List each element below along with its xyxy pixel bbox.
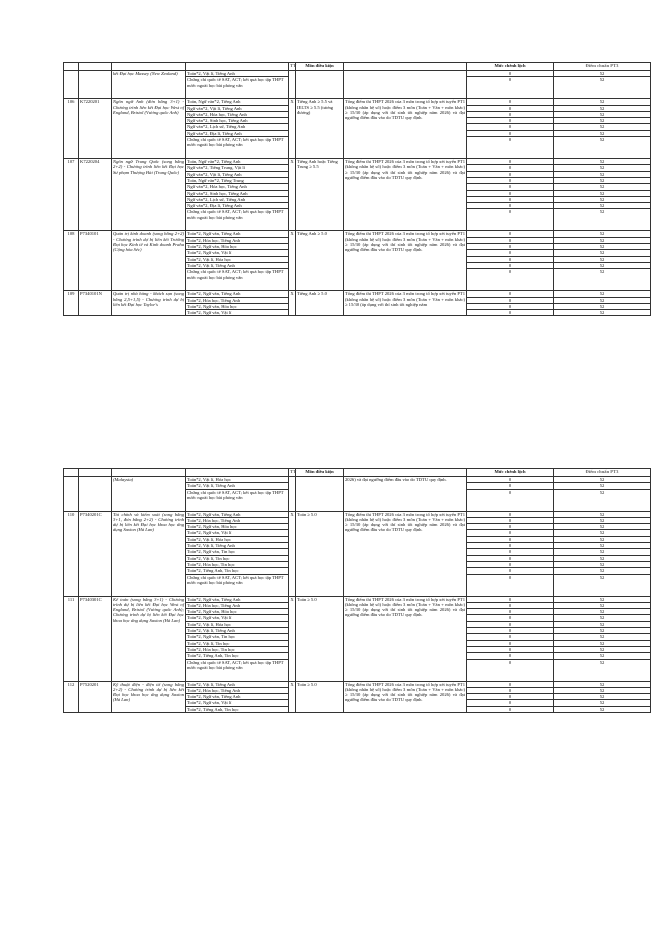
subject-combination: Toán*2, Ngữ văn, Vật lí [186, 700, 289, 706]
row-number: 109 [64, 291, 79, 316]
score-value: 52 [554, 244, 651, 250]
difference-value: 0 [467, 165, 554, 171]
row-number [64, 477, 79, 512]
condition-subject [296, 477, 344, 512]
score-value: 52 [554, 574, 651, 596]
header-small-left: TT [289, 63, 296, 71]
difference-value: 0 [467, 483, 554, 489]
difference-value: 0 [467, 159, 554, 165]
difference-value: 0 [467, 237, 554, 243]
subject-combination: Toán*2, Tiếng Anh, Tin học [186, 653, 289, 659]
row-number: 112 [64, 681, 79, 712]
condition-subject: Tiếng Anh ≥ 5.5 và IELTS ≥ 5.5 (tương đương) [296, 99, 344, 159]
difference-value: 0 [467, 530, 554, 536]
difference-value: 0 [467, 561, 554, 567]
x-mark: X [289, 159, 296, 231]
score-value: 52 [554, 700, 651, 706]
major-code: K7220204 [79, 159, 112, 231]
difference-value: 0 [467, 77, 554, 99]
subject-combination: Toán*2, Ngữ văn, Hóa học [186, 303, 289, 309]
score-value: 52 [554, 71, 651, 77]
difference-value: 0 [467, 536, 554, 542]
header-small-right: Điểm chuẩn PT3 [554, 469, 651, 477]
subject-combination: Ngữ văn*2, Sinh học, Tiếng Anh [186, 118, 289, 124]
score-value: 52 [554, 653, 651, 659]
score-value: 52 [554, 659, 651, 681]
difference-value: 0 [467, 700, 554, 706]
subject-combination: Toán*2, Ngữ văn, Hóa học [186, 609, 289, 615]
score-value: 52 [554, 124, 651, 130]
difference-value: 0 [467, 71, 554, 77]
subject-combination: Toán*2, Vật lí, Tiếng Anh [186, 262, 289, 268]
difference-value: 0 [467, 190, 554, 196]
score-value: 52 [554, 634, 651, 640]
score-value: 52 [554, 190, 651, 196]
difference-value: 0 [467, 171, 554, 177]
difference-value: 0 [467, 291, 554, 297]
header-major [112, 469, 186, 477]
x-mark: X [289, 291, 296, 316]
score-value: 52 [554, 489, 651, 511]
difference-value: 0 [467, 549, 554, 555]
subject-combination: Toán*2, Vật lí, Tiếng Anh [186, 628, 289, 634]
subject-combination: Toán*2, Ngữ văn, Vật lí [186, 310, 289, 316]
x-mark: X [289, 681, 296, 712]
score-value: 52 [554, 231, 651, 237]
score-value: 52 [554, 517, 651, 523]
difference-value: 0 [467, 477, 554, 483]
x-mark: X [289, 99, 296, 159]
score-value: 52 [554, 269, 651, 291]
x-mark [289, 477, 296, 512]
difference-value: 0 [467, 621, 554, 627]
score-value: 52 [554, 77, 651, 99]
difference-value: 0 [467, 184, 554, 190]
difference-value: 0 [467, 681, 554, 687]
subject-combination: Ngữ văn*2, Hóa học, Tiếng Anh [186, 111, 289, 117]
subject-combination: Ngữ văn*2, Địa lí, Tiếng Anh [186, 130, 289, 136]
major-name: Ngôn ngữ Trung Quốc (song bằng 2+2) - Chương trình liên kết Đại học Sư phạm Thượng Hải (Trung Quốc) [112, 159, 186, 231]
admission-rule: Tổng điểm thi THPT 2026 của 3 môn trong tổ hợp xét tuyển PT1 (không nhân hệ số) hoặc điểm 3 môn (Toán + Văn + môn khác) ≥ 15/30 (áp dụng với thí sinh tốt nghiệp năm 2026) và đạt ngưỡng điểm đầu vào do TDTU quy định. [344, 681, 467, 712]
score-value: 52 [554, 118, 651, 124]
score-value: 52 [554, 477, 651, 483]
difference-value: 0 [467, 310, 554, 316]
difference-value: 0 [467, 489, 554, 511]
difference-value: 0 [467, 177, 554, 183]
difference-value: 0 [467, 602, 554, 608]
subject-combination: Toán*2, Ngữ văn, Hóa học [186, 524, 289, 530]
score-value: 52 [554, 262, 651, 268]
score-value: 52 [554, 549, 651, 555]
difference-value: 0 [467, 303, 554, 309]
difference-value: 0 [467, 209, 554, 231]
row-number: 108 [64, 231, 79, 291]
difference-value: 0 [467, 124, 554, 130]
admission-table [63, 62, 651, 316]
score-value: 52 [554, 687, 651, 693]
x-mark [289, 71, 296, 99]
difference-value: 0 [467, 615, 554, 621]
score-value: 52 [554, 196, 651, 202]
subject-combination: Ngữ văn*2, Hóa học, Tiếng Anh [186, 184, 289, 190]
subject-combination: Toán*2, Ngữ văn, Tiếng Anh [186, 291, 289, 297]
header-row [64, 63, 651, 71]
header-combo [186, 63, 289, 71]
difference-value: 0 [467, 634, 554, 640]
difference-value: 0 [467, 568, 554, 574]
major-name: Ngôn ngữ Anh (đơn bằng 3+1) - Chương trình liên kết Đại học West of England, Bristol (Vương quốc Anh) [112, 99, 186, 159]
major-code: P7340101N [79, 291, 112, 316]
difference-value: 0 [467, 524, 554, 530]
major-name: (Malaysia) [112, 477, 186, 512]
subject-combination: Chứng chỉ quốc tế SAT, ACT; kết quả học tập THPT nước ngoài học bài phỏng vấn [186, 659, 289, 681]
difference-value: 0 [467, 256, 554, 262]
major-code: K7220201 [79, 99, 112, 159]
difference-value: 0 [467, 130, 554, 136]
difference-value: 0 [467, 231, 554, 237]
subject-combination: Toán*2, Vật lí, Hóa học [186, 621, 289, 627]
subject-combination: Toán*2, Hóa học, Tiếng Anh [186, 687, 289, 693]
condition-subject: Toán ≥ 5.0 [296, 596, 344, 681]
difference-value: 0 [467, 244, 554, 250]
subject-combination: Chứng chỉ quốc tế SAT, ACT; kết quả học tập THPT nước ngoài học bài phỏng vấn [186, 574, 289, 596]
score-value: 52 [554, 105, 651, 111]
difference-value: 0 [467, 203, 554, 209]
score-value: 52 [554, 543, 651, 549]
header-small-left: TT [289, 469, 296, 477]
header-difference: Mức chênh lệch [467, 63, 554, 71]
document-page-1 [63, 62, 650, 316]
difference-value: 0 [467, 543, 554, 549]
subject-combination: Ngữ văn*2, Địa lí, Tiếng Anh [186, 203, 289, 209]
header-major [112, 63, 186, 71]
score-value: 52 [554, 530, 651, 536]
row-number: 111 [64, 596, 79, 681]
condition-subject: Tiếng Anh hoặc Tiếng Trung ≥ 5.5 [296, 159, 344, 231]
header-rule [344, 63, 467, 71]
condition-subject: Tiếng Anh ≥ 5.0 [296, 291, 344, 316]
subject-combination: Toán*2, Hóa học, Tiếng Anh [186, 237, 289, 243]
subject-combination: Ngữ văn*2, Vật lí, Tiếng Anh [186, 171, 289, 177]
score-value: 52 [554, 483, 651, 489]
score-value: 52 [554, 628, 651, 634]
difference-value: 0 [467, 640, 554, 646]
admission-table [63, 468, 651, 713]
header-combo [186, 469, 289, 477]
subject-combination: Toán*2, Ngữ văn, Hóa học [186, 244, 289, 250]
score-value: 52 [554, 555, 651, 561]
major-name: Quản trị kinh doanh (song bằng 2+2) - Chương trình dự bị liên kết Trường Đại học Kinh tế và Kinh doanh Praha (Cộng hòa Séc) [112, 231, 186, 291]
score-value: 52 [554, 596, 651, 602]
score-value: 52 [554, 524, 651, 530]
score-value: 52 [554, 561, 651, 567]
row-number: 110 [64, 511, 79, 596]
subject-combination: Toán*2, Ngữ văn, Tiếng Anh [186, 231, 289, 237]
admission-rule: 2026) và đạt ngưỡng điểm đầu vào do TDTU quy định. [344, 477, 467, 512]
subject-combination: Ngữ văn*2, Vật lí, Tiếng Anh [186, 105, 289, 111]
score-value: 52 [554, 203, 651, 209]
difference-value: 0 [467, 574, 554, 596]
admission-rule: Tổng điểm thi THPT 2026 của 3 môn trong tổ hợp xét tuyển PT1 (không nhân hệ số) hoặc điểm 3 môn (Toán + Văn + môn khác) ≥ 15/30 (áp dụng với thí sinh tốt nghiệp năm 2026) và đạt ngưỡng điểm đầu vào do TDTU quy định. [344, 511, 467, 596]
subject-combination: Toán*2, Vật lí, Tin học [186, 640, 289, 646]
difference-value: 0 [467, 659, 554, 681]
score-value: 52 [554, 536, 651, 542]
subject-combination: Chứng chỉ quốc tế SAT, ACT; kết quả học tập THPT nước ngoài học bài phỏng vấn [186, 269, 289, 291]
condition-subject: Toán ≥ 5.0 [296, 511, 344, 596]
major-code: P7340101 [79, 231, 112, 291]
score-value: 52 [554, 111, 651, 117]
major-code [79, 71, 112, 99]
subject-combination: Toán*2, Hóa học, Tiếng Anh [186, 517, 289, 523]
subject-combination: Toán*2, Vật lí, Tin học [186, 555, 289, 561]
subject-combination: Ngữ văn*2, Lịch sử, Tiếng Anh [186, 196, 289, 202]
difference-value: 0 [467, 609, 554, 615]
subject-combination: Toán, Ngữ văn*2, Tiếng Trung [186, 177, 289, 183]
major-code [79, 477, 112, 512]
score-value: 52 [554, 159, 651, 165]
score-value: 52 [554, 615, 651, 621]
subject-combination: Toán*2, Ngữ văn, Vật lí [186, 250, 289, 256]
subject-combination: Toán*2, Hóa học, Tiếng Anh [186, 297, 289, 303]
subject-combination: Toán*2, Vật lí, Hóa học [186, 536, 289, 542]
difference-value: 0 [467, 596, 554, 602]
subject-combination: Toán*2, Vật lí, Tiếng Anh [186, 681, 289, 687]
subject-combination: Toán, Ngữ văn*2, Tiếng Anh [186, 159, 289, 165]
difference-value: 0 [467, 628, 554, 634]
difference-value: 0 [467, 262, 554, 268]
subject-combination: Toán*2, Hóa học, Tin học [186, 646, 289, 652]
difference-value: 0 [467, 196, 554, 202]
admission-rule [344, 71, 467, 99]
subject-combination: Chứng chỉ quốc tế SAT, ACT; kết quả học tập THPT nước ngoài học bài phỏng vấn [186, 489, 289, 511]
score-value: 52 [554, 646, 651, 652]
condition-subject [296, 71, 344, 99]
major-name: Tài chính và kiểm soát (song bằng 3+1, đơn bằng 2+2) - Chương trình dự bị liên kết Đại học khoa học ứng dụng Saxion (Hà Lan) [112, 511, 186, 596]
row-number [64, 71, 79, 99]
subject-combination: Chứng chỉ quốc tế SAT, ACT; kết quả học tập THPT nước ngoài học bài phỏng vấn [186, 77, 289, 99]
score-value: 52 [554, 137, 651, 159]
score-value: 52 [554, 310, 651, 316]
header-code [79, 469, 112, 477]
difference-value: 0 [467, 653, 554, 659]
major-name: kết Đại học Massey (New Zealand) [112, 71, 186, 99]
difference-value: 0 [467, 297, 554, 303]
subject-combination: Ngữ văn*2, Tiếng Trung, Vật lí [186, 165, 289, 171]
score-value: 52 [554, 165, 651, 171]
score-value: 52 [554, 621, 651, 627]
subject-combination: Toán*2, Tiếng Anh, Tin học [186, 706, 289, 712]
score-value: 52 [554, 602, 651, 608]
row-number: 106 [64, 99, 79, 159]
header-row [64, 469, 651, 477]
score-value: 52 [554, 209, 651, 231]
difference-value: 0 [467, 111, 554, 117]
score-value: 52 [554, 303, 651, 309]
difference-value: 0 [467, 118, 554, 124]
subject-combination: Toán, Ngữ văn*2, Tiếng Anh [186, 99, 289, 105]
score-value: 52 [554, 256, 651, 262]
difference-value: 0 [467, 105, 554, 111]
score-value: 52 [554, 184, 651, 190]
score-value: 52 [554, 511, 651, 517]
score-value: 52 [554, 609, 651, 615]
subject-combination: Toán*2, Tiếng Anh, Tin học [186, 568, 289, 574]
subject-combination: Toán*2, Ngữ văn, Tiếng Anh [186, 596, 289, 602]
subject-combination: Toán*2, Vật lí, Hóa học [186, 477, 289, 483]
score-value: 52 [554, 171, 651, 177]
header-small-right: Điểm chuẩn PT3 [554, 63, 651, 71]
score-value: 52 [554, 99, 651, 105]
difference-value: 0 [467, 517, 554, 523]
major-name: Kỹ thuật điện - điện tử (song bằng 2+2) - Chương trình dự bị liên kết Đại học khoa học ứng dụng Saxion (Hà Lan) [112, 681, 186, 712]
header-condition: Môn điều kiện [296, 469, 344, 477]
row-number: 107 [64, 159, 79, 231]
major-name: Quản trị nhà hàng - khách sạn (song bằng 2,5+1,5) - Chương trình dự bị liên kết Đại học Taylor's [112, 291, 186, 316]
major-name: Kế toán (song bằng 3+1) - Chương trình dự bị liên kết Đại học West of England, Bristol (Vương quốc Anh); Chương trình dự bị liên kết Đại học khoa học ứng dụng Saxion (Hà Lan) [112, 596, 186, 681]
x-mark: X [289, 596, 296, 681]
difference-value: 0 [467, 555, 554, 561]
score-value: 52 [554, 237, 651, 243]
subject-combination: Chứng chỉ quốc tế SAT, ACT; kết quả học tập THPT nước ngoài học bài phỏng vấn [186, 137, 289, 159]
score-value: 52 [554, 297, 651, 303]
subject-combination: Toán*2, Ngữ văn, Tin học [186, 549, 289, 555]
header-rule [344, 469, 467, 477]
subject-combination: Toán*2, Ngữ văn, Tiếng Anh [186, 694, 289, 700]
header-no [64, 63, 79, 71]
subject-combination: Toán*2, Ngữ văn, Tin học [186, 634, 289, 640]
admission-rule: Tổng điểm thi THPT 2026 của 3 môn trong tổ hợp xét tuyển PT1 (không nhân hệ số) hoặc điểm 3 môn (Toán + Văn + môn khác) ≥ 15/30 (áp dụng với thí sinh tốt nghiệp năm 2026) và đạt ngưỡng điểm đầu vào do TDTU quy định. [344, 99, 467, 159]
subject-combination: Toán*2, Hóa học, Tiếng Anh [186, 602, 289, 608]
subject-combination: Toán*2, Vật lí, Tiếng Anh [186, 483, 289, 489]
header-code [79, 63, 112, 71]
difference-value: 0 [467, 687, 554, 693]
score-value: 52 [554, 706, 651, 712]
admission-rule: Tổng điểm thi THPT 2026 của 3 môn trong tổ hợp xét tuyển PT1 (không nhân hệ số) hoặc điểm 3 môn (Toán + Văn + môn khác) ≥ 15/30 (áp dụng với thí sinh tốt nghiệp năm 2026) và đạt ngưỡng điểm đầu vào do TDTU quy định. [344, 231, 467, 291]
header-condition: Môn điều kiện [296, 63, 344, 71]
major-code: P7340201C [79, 511, 112, 596]
difference-value: 0 [467, 646, 554, 652]
difference-value: 0 [467, 250, 554, 256]
document-page-2 [63, 468, 650, 713]
condition-subject: Toán ≥ 5.0 [296, 681, 344, 712]
score-value: 52 [554, 681, 651, 687]
difference-value: 0 [467, 137, 554, 159]
difference-value: 0 [467, 706, 554, 712]
difference-value: 0 [467, 511, 554, 517]
subject-combination: Toán*2, Ngữ văn, Vật lí [186, 615, 289, 621]
score-value: 52 [554, 291, 651, 297]
subject-combination: Toán*2, Hóa học, Tin học [186, 561, 289, 567]
header-difference: Mức chênh lệch [467, 469, 554, 477]
subject-combination: Ngữ văn*2, Sinh học, Tiếng Anh [186, 190, 289, 196]
difference-value: 0 [467, 99, 554, 105]
condition-subject: Tiếng Anh ≥ 5.0 [296, 231, 344, 291]
score-value: 52 [554, 694, 651, 700]
subject-combination: Toán*2, Vật lí, Tiếng Anh [186, 543, 289, 549]
header-no [64, 469, 79, 477]
score-value: 52 [554, 130, 651, 136]
subject-combination: Toán*2, Ngữ văn, Tiếng Anh [186, 511, 289, 517]
score-value: 52 [554, 640, 651, 646]
difference-value: 0 [467, 269, 554, 291]
subject-combination: Toán*2, Vật lí, Hóa học [186, 256, 289, 262]
admission-rule: Tổng điểm thi THPT 2026 của 3 môn trong tổ hợp xét tuyển PT1 (không nhân hệ số) hoặc điểm 3 môn (Toán + Văn + môn khác) ≥ 15/30 (áp dụng với thí sinh tốt nghiệp năm 2026) và đạt ngưỡng điểm đầu vào do TDTU quy định. [344, 159, 467, 231]
subject-combination: Ngữ văn*2, Lịch sử, Tiếng Anh [186, 124, 289, 130]
score-value: 52 [554, 568, 651, 574]
score-value: 52 [554, 177, 651, 183]
x-mark: X [289, 511, 296, 596]
major-code: P7340301C [79, 596, 112, 681]
admission-rule: Tổng điểm thi THPT 2026 của 3 môn trong tổ hợp xét tuyển PT1 (không nhân hệ số) hoặc điểm 3 môn (Toán + Văn + môn khác) ≥ 15/30 (áp dụng với thí sinh tốt nghiệp năm 2026) và đạt ngưỡng điểm đầu vào do TDTU quy định. [344, 596, 467, 681]
major-code: P7520201 [79, 681, 112, 712]
difference-value: 0 [467, 694, 554, 700]
admission-rule: Tổng điểm thi THPT 2026 của 3 môn trong tổ hợp xét tuyển PT1 (không nhân hệ số) hoặc điểm 3 môn (Toán + Văn + môn khác) ≥ 15/30 (áp dụng với thí sinh tốt nghiệp năm [344, 291, 467, 316]
subject-combination: Toán*2, Vật lí, Tiếng Anh [186, 71, 289, 77]
subject-combination: Chứng chỉ quốc tế SAT, ACT; kết quả học tập THPT nước ngoài học bài phỏng vấn [186, 209, 289, 231]
score-value: 52 [554, 250, 651, 256]
subject-combination: Toán*2, Ngữ văn, Vật lí [186, 530, 289, 536]
x-mark: X [289, 231, 296, 291]
